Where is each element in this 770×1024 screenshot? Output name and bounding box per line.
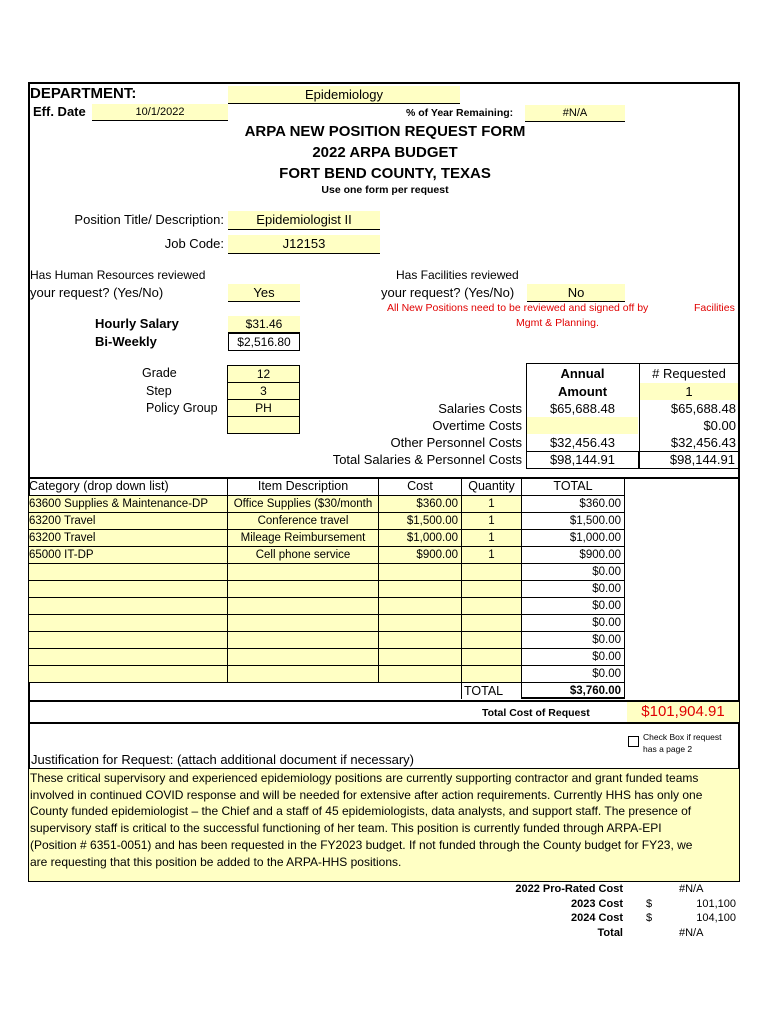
items-category-cell[interactable]: 65000 IT-DP — [29, 546, 227, 563]
items-quantity-cell[interactable]: 1 — [461, 495, 521, 512]
salaries-total: $65,688.48 — [670, 401, 736, 416]
items-quantity-cell[interactable] — [461, 665, 521, 682]
items-cost-cell[interactable]: $1,500.00 — [378, 512, 461, 529]
items-description-cell[interactable] — [227, 631, 378, 648]
items-cost-cell[interactable] — [378, 563, 461, 580]
items-quantity-cell[interactable]: 1 — [461, 512, 521, 529]
items-total-cell: $0.00 — [521, 597, 625, 614]
items-description-cell[interactable] — [227, 580, 378, 597]
facilities-review-label-2: your request? (Yes/No) — [381, 285, 515, 300]
items-description-cell[interactable]: Office Supplies ($30/month — [227, 495, 378, 512]
items-cost-cell[interactable] — [378, 665, 461, 682]
position-title-label: Position Title/ Description: — [74, 212, 224, 227]
requested-header: # Requested — [652, 366, 726, 381]
step-label: Step — [146, 384, 172, 398]
items-category-cell[interactable] — [29, 580, 227, 597]
overtime-costs-label: Overtime Costs — [432, 418, 522, 433]
biweekly-label: Bi-Weekly — [95, 334, 157, 349]
total-personnel-costs-label: Total Salaries & Personnel Costs — [332, 452, 522, 467]
items-total-row-spacer — [29, 682, 461, 699]
job-code-label: Job Code: — [164, 236, 224, 251]
items-description-cell[interactable] — [227, 614, 378, 631]
items-description-cell[interactable] — [227, 665, 378, 682]
hr-review-label-2: your request? (Yes/No) — [30, 285, 164, 300]
total-cost-label: Total Cost of Request — [482, 707, 590, 719]
items-category-cell[interactable]: 63600 Supplies & Maintenance-DP — [29, 495, 227, 512]
items-description-cell[interactable]: Cell phone service — [227, 546, 378, 563]
biweekly-value: $2,516.80 — [228, 333, 300, 351]
items-description-cell[interactable] — [227, 563, 378, 580]
facilities-notice-line-1: All New Positions need to be reviewed and signed off by — [387, 302, 649, 314]
hr-review-field[interactable]: Yes — [228, 284, 300, 302]
page2-checkbox-label-2: has a page 2 — [643, 744, 693, 754]
justification-line: County funded epidemiologist – the Chief and a staff of 45 epidemiologists, data analysts, and support staff. The presence of — [30, 804, 692, 819]
items-description-cell[interactable]: Conference travel — [227, 512, 378, 529]
justification-line: supervisory staff is critical to the successful functioning of her team. This position is currently funded through ARPA-EPI — [30, 821, 662, 836]
items-category-cell[interactable] — [29, 614, 227, 631]
page2-checkbox[interactable] — [628, 736, 639, 747]
items-cost-cell[interactable] — [378, 648, 461, 665]
items-category-cell[interactable] — [29, 563, 227, 580]
hourly-salary-field[interactable]: $31.46 — [228, 316, 300, 333]
requested-field[interactable]: 1 — [640, 383, 738, 400]
items-quantity-cell[interactable] — [461, 563, 521, 580]
other-personnel-total: $32,456.43 — [670, 435, 736, 450]
items-quantity-cell[interactable] — [461, 648, 521, 665]
total-cost-value: $101,904.91 — [627, 702, 739, 722]
hr-review-label-1: Has Human Resources reviewed — [30, 268, 206, 282]
justification-label: Justification for Request: (attach additional document if necessary) — [31, 752, 414, 767]
blank-pay-field[interactable] — [227, 416, 300, 434]
justification-line: are requesting that this position be added to the ARPA-HHS positions. — [30, 854, 402, 869]
items-cost-cell[interactable] — [378, 597, 461, 614]
items-category-cell[interactable]: 63200 Travel — [29, 512, 227, 529]
justification-line: (Position # 6351-0051) and has been requested in the FY2023 budget. If not funded through the County budget for FY23, we — [30, 837, 693, 852]
eff-date-field[interactable]: 10/1/2022 — [92, 104, 228, 121]
items-cost-cell[interactable]: $360.00 — [378, 495, 461, 512]
items-category-cell[interactable]: 63200 Travel — [29, 529, 227, 546]
footer-label: 2024 Cost — [571, 912, 623, 924]
page2-checkbox-label-1: Check Box if request — [643, 732, 722, 742]
items-total-cell: $1,500.00 — [521, 512, 625, 529]
facilities-review-label-1: Has Facilities reviewed — [396, 268, 519, 282]
facilities-notice-facilities: Facilities — [694, 302, 735, 314]
items-cost-cell[interactable]: $900.00 — [378, 546, 461, 563]
department-field[interactable]: Epidemiology — [228, 86, 460, 104]
items-header-description: Item Description — [227, 478, 378, 495]
items-quantity-cell[interactable] — [461, 614, 521, 631]
salaries-costs-label: Salaries Costs — [438, 401, 522, 416]
items-total-label: TOTAL — [461, 682, 521, 699]
items-category-cell[interactable] — [29, 648, 227, 665]
form-instructions: Use one form per request — [321, 184, 449, 196]
items-total-cell: $0.00 — [521, 580, 625, 597]
items-quantity-cell[interactable] — [461, 597, 521, 614]
footer-label: 2023 Cost — [571, 898, 623, 910]
items-total-cell: $360.00 — [521, 495, 625, 512]
justification-field[interactable] — [29, 768, 739, 881]
total-rule-top — [28, 700, 740, 702]
items-quantity-cell[interactable]: 1 — [461, 529, 521, 546]
footer-currency: $ — [646, 898, 653, 910]
footer-currency: $ — [646, 912, 653, 924]
overtime-total: $0.00 — [703, 418, 736, 433]
form-title: ARPA NEW POSITION REQUEST FORM — [244, 123, 526, 140]
eff-date-label: Eff. Date — [33, 104, 86, 119]
items-table — [29, 478, 629, 700]
justification-line: involved in continued COVID response and will be needed for extensive after action requirements. Currently HHS has only one — [30, 787, 703, 802]
items-header-category: Category (drop down list) — [29, 479, 169, 493]
grade-field[interactable]: 12 — [227, 365, 300, 383]
footer-label: Total — [597, 927, 623, 939]
items-total-cell: $1,000.00 — [521, 529, 625, 546]
pct-year-field[interactable]: #N/A — [525, 105, 625, 122]
job-code-field[interactable]: J12153 — [228, 235, 380, 254]
total-rule-bottom — [28, 722, 740, 724]
step-field[interactable]: 3 — [227, 382, 300, 400]
items-header-total: TOTAL — [521, 478, 625, 495]
pct-year-label: % of Year Remaining: — [406, 107, 514, 119]
footer-label: 2022 Pro-Rated Cost — [515, 883, 623, 895]
footer-value: 104,100 — [696, 912, 736, 924]
items-total-cell: $900.00 — [521, 546, 625, 563]
items-description-cell[interactable]: Mileage Reimbursement — [227, 529, 378, 546]
form-subtitle-county: FORT BEND COUNTY, TEXAS — [279, 165, 491, 182]
items-description-cell[interactable] — [227, 597, 378, 614]
footer-value: #N/A — [679, 883, 704, 895]
overtime-annual-field[interactable] — [527, 417, 638, 434]
salaries-annual: $65,688.48 — [549, 401, 616, 416]
footer-value: #N/A — [679, 927, 704, 939]
items-total-cell: $0.00 — [521, 648, 625, 665]
grade-label: Grade — [142, 366, 177, 380]
facilities-review-field[interactable]: No — [527, 284, 625, 302]
other-personnel-annual: $32,456.43 — [549, 435, 616, 450]
items-total-cell: $0.00 — [521, 614, 625, 631]
items-cost-cell[interactable] — [378, 614, 461, 631]
items-category-cell[interactable] — [29, 665, 227, 682]
items-cost-cell[interactable] — [378, 631, 461, 648]
items-quantity-cell[interactable] — [461, 631, 521, 648]
items-description-cell[interactable] — [227, 648, 378, 665]
other-personnel-costs-label: Other Personnel Costs — [390, 435, 522, 450]
items-total-cell: $0.00 — [521, 665, 625, 682]
items-quantity-cell[interactable]: 1 — [461, 546, 521, 563]
items-cost-cell[interactable] — [378, 580, 461, 597]
items-cost-cell[interactable]: $1,000.00 — [378, 529, 461, 546]
items-category-cell[interactable] — [29, 597, 227, 614]
annual-header-1: Annual — [560, 366, 605, 381]
annual-header-2: Amount — [557, 384, 608, 399]
footer-value: 101,100 — [696, 898, 736, 910]
position-title-field[interactable]: Epidemiologist II — [228, 211, 380, 230]
items-total-value: $3,760.00 — [521, 682, 625, 699]
total-personnel-annual: $98,144.91 — [526, 451, 639, 469]
policy-group-field[interactable]: PH — [227, 399, 300, 417]
items-total-cell: $0.00 — [521, 631, 625, 648]
items-category-cell[interactable] — [29, 631, 227, 648]
total-personnel-total: $98,144.91 — [639, 451, 739, 469]
items-header-quantity: Quantity — [461, 478, 521, 495]
policy-group-label: Policy Group — [146, 401, 218, 415]
form-subtitle-budget: 2022 ARPA BUDGET — [312, 144, 458, 161]
items-quantity-cell[interactable] — [461, 580, 521, 597]
facilities-notice-line-2: Mgmt & Planning. — [516, 317, 599, 329]
items-total-cell: $0.00 — [521, 563, 625, 580]
justification-line: These critical supervisory and experienced epidemiology positions are currently supporting contractor and grant funded teams — [30, 771, 699, 785]
hourly-salary-label: Hourly Salary — [95, 316, 179, 331]
items-header-cost: Cost — [378, 478, 461, 495]
department-label: DEPARTMENT: — [30, 85, 137, 102]
